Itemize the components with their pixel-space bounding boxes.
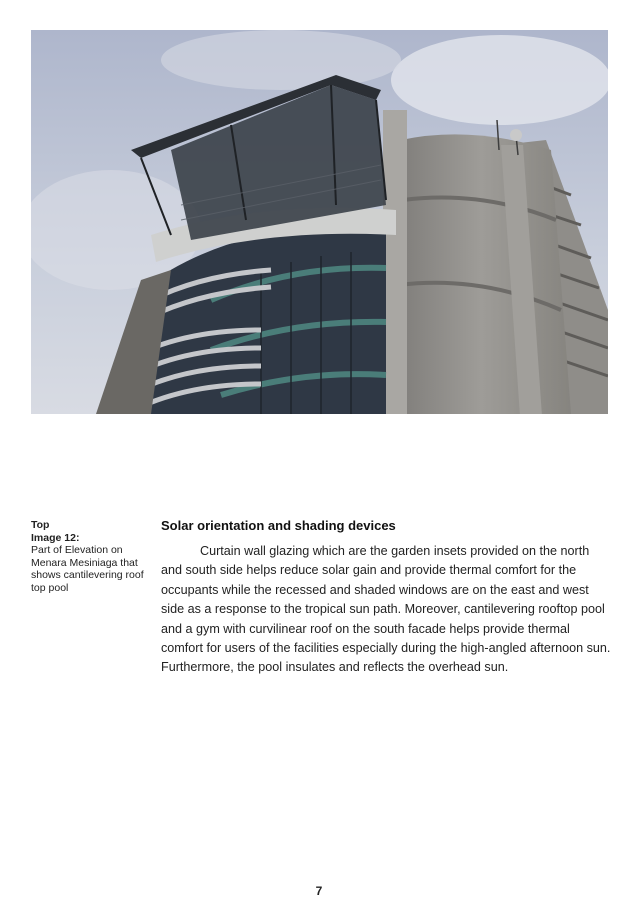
caption-image-number: Image 12: xyxy=(31,531,80,544)
section-paragraph: Curtain wall glazing which are the garden insets provided on the north and south side helps reduce solar gain and provide thermal comfort for the occupants while the recessed and shaded windows are on the east and west side as a response to the tropical sun path. Moreover, cantilevering rooftop pool and a gym with curvilinear roof on the south facade helps provide thermal comfort for users of the facilities especially during the high-angled afternoon sun. Furthermore, the pool insulates and reflects the overhead sun. xyxy=(161,544,611,675)
caption-position: Top xyxy=(31,519,50,531)
section xyxy=(161,518,611,678)
page-number: 7 xyxy=(315,884,323,898)
building-core xyxy=(391,134,571,414)
image-caption xyxy=(31,519,151,594)
building-photo xyxy=(31,30,608,414)
section-heading: Solar orientation and shading devices xyxy=(161,518,396,533)
caption-text: Part of Elevation on Menara Mesiniaga that shows cantilevering roof top pool xyxy=(31,544,144,594)
